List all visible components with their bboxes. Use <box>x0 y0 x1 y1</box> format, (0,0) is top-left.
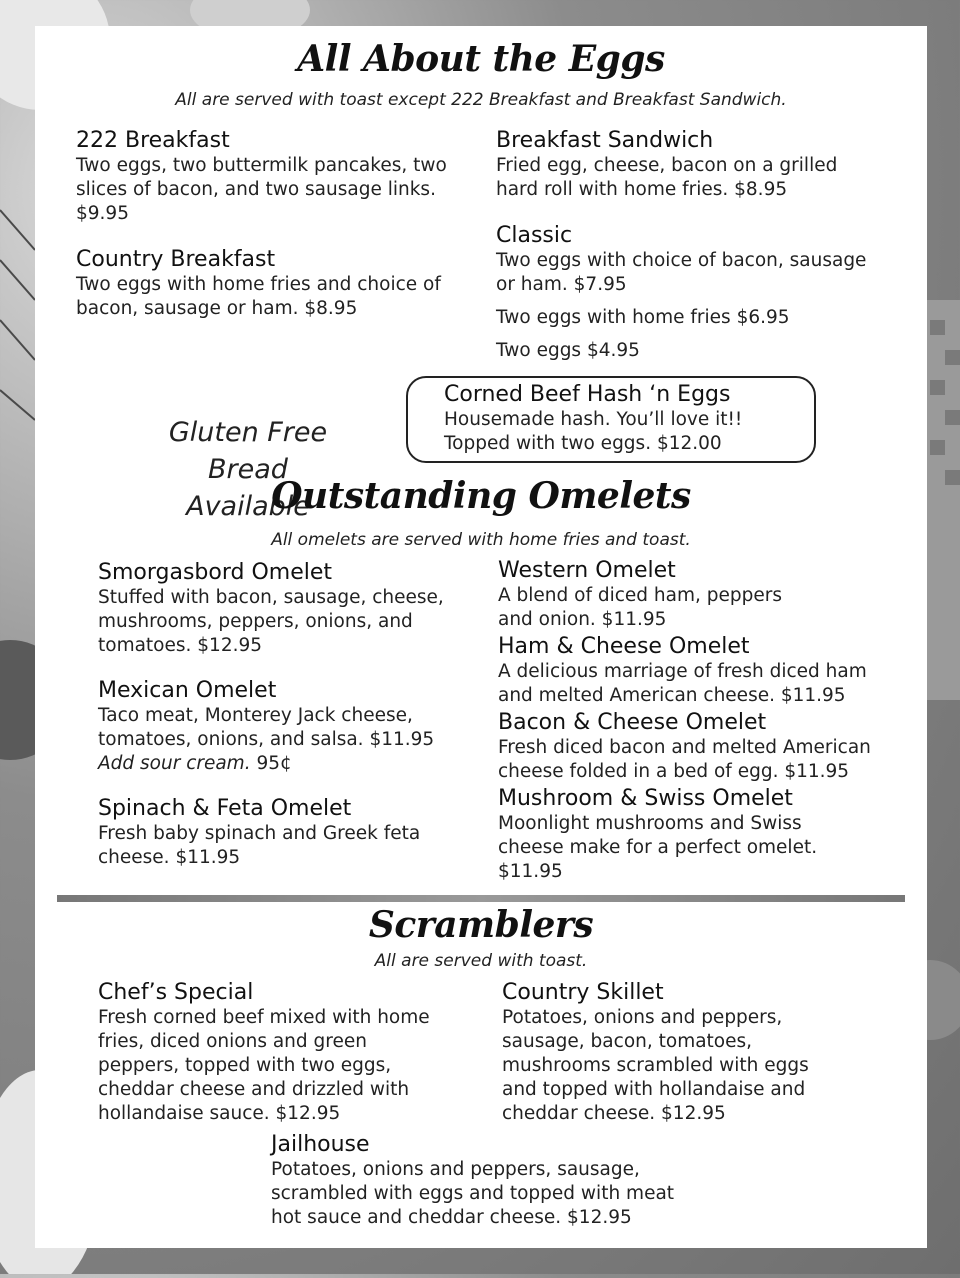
menu-item-country-skillet <box>502 980 842 1126</box>
item-description: Fried egg, cheese, bacon on a grilled hard roll with home fries. $8.95 <box>496 155 838 200</box>
menu-item-jailhouse <box>271 1132 701 1230</box>
item-name: Classic <box>496 223 573 248</box>
item-description: Stuffed with bacon, sausage, cheese, mushrooms, peppers, onions, and tomatoes. $12.95 <box>98 587 444 656</box>
addon-label: Add sour cream. <box>98 753 251 774</box>
item-name: 222 Breakfast <box>76 128 230 153</box>
menu-item-classic <box>496 223 891 363</box>
item-description: Potatoes, onions and peppers, sausage, bacon, tomatoes, mushrooms scrambled with eggs and topped with hollandaise and cheddar cheese. $12.95 <box>502 1007 809 1124</box>
item-description: Two eggs with home fries and choice of bacon, sausage or ham. $8.95 <box>76 274 441 319</box>
item-description: Fresh baby spinach and Greek feta cheese. $11.95 <box>98 823 421 868</box>
scramblers-section-title: Scramblers <box>368 904 594 946</box>
item-name: Corned Beef Hash ‘n Eggs <box>444 382 731 407</box>
item-name: Jailhouse <box>271 1132 370 1157</box>
addon-price: 95¢ <box>250 753 292 774</box>
section-divider <box>57 895 905 902</box>
menu-item-bacon-cheese-omelet <box>498 710 898 784</box>
gluten-free-line-2: Bread Available <box>186 454 310 522</box>
item-name: Spinach & Feta Omelet <box>98 796 352 821</box>
menu-item-ham-cheese-omelet <box>498 634 898 708</box>
item-name: Western Omelet <box>498 558 676 583</box>
item-name: Country Skillet <box>502 980 664 1005</box>
item-description: A delicious marriage of fresh diced ham and melted American cheese. $11.95 <box>498 661 867 706</box>
item-description: Two eggs, two buttermilk pancakes, two slices of bacon, and two sausage links. $9.95 <box>76 155 447 224</box>
omelets-section-title: Outstanding Omelets <box>271 475 691 517</box>
menu-item-mexican-omelet <box>98 678 463 776</box>
menu-item-breakfast-sandwich <box>496 128 881 202</box>
menu-item-western-omelet <box>498 558 898 632</box>
item-name: Chef’s Special <box>98 980 254 1005</box>
menu-item-corned-beef-hash <box>444 382 814 456</box>
item-description: Two eggs with choice of bacon, sausage or ham. $7.95 <box>496 250 867 295</box>
item-description: Moonlight mushrooms and Swiss cheese make for a perfect omelet. $11.95 <box>498 813 818 882</box>
item-name: Ham & Cheese Omelet <box>498 634 750 659</box>
item-name: Mushroom & Swiss Omelet <box>498 786 793 811</box>
omelets-section-subtitle: All omelets are served with home fries and toast. <box>271 530 691 550</box>
item-description: Fresh diced bacon and melted American cheese folded in a bed of egg. $11.95 <box>498 737 871 782</box>
item-option: Two eggs $4.95 <box>496 340 640 361</box>
menu-panel <box>35 26 927 1248</box>
scramblers-section-subtitle: All are served with toast. <box>374 951 588 971</box>
item-name: Bacon & Cheese Omelet <box>498 710 767 735</box>
menu-item-chefs-special <box>98 980 448 1126</box>
item-addon <box>98 752 463 776</box>
item-description-line-1: Housemade hash. You’ll love it!! <box>444 409 743 430</box>
menu-item-222-breakfast <box>76 128 461 226</box>
menu-item-country-breakfast <box>76 247 461 321</box>
eggs-section-title: All About the Eggs <box>297 38 665 80</box>
item-description: A blend of diced ham, peppers and onion. $11.95 <box>498 585 783 630</box>
item-description: Fresh corned beef mixed with home fries, diced onions and green peppers, topped with two eggs, cheddar cheese and drizzled with hollandaise sauce. $12.95 <box>98 1007 430 1124</box>
item-name: Breakfast Sandwich <box>496 128 714 153</box>
eggs-section-subtitle: All are served with toast except 222 Breakfast and Breakfast Sandwich. <box>175 90 787 110</box>
item-description-line-2: Topped with two eggs. $12.00 <box>444 433 722 454</box>
gluten-free-line-1: Gluten Free <box>168 417 328 448</box>
menu-item-spinach-feta-omelet <box>98 796 463 870</box>
item-name: Mexican Omelet <box>98 678 277 703</box>
menu-item-mushroom-swiss-omelet <box>498 786 898 884</box>
item-name: Country Breakfast <box>76 247 276 272</box>
item-name: Smorgasbord Omelet <box>98 560 333 585</box>
item-option: Two eggs with home fries $6.95 <box>496 307 790 328</box>
item-description: Potatoes, onions and peppers, sausage, scrambled with eggs and topped with meat hot sauce and cheddar cheese. $12.95 <box>271 1159 675 1228</box>
item-description: Taco meat, Monterey Jack cheese, tomatoes, onions, and salsa. $11.95 <box>98 705 435 750</box>
menu-item-smorgasbord-omelet <box>98 560 463 658</box>
